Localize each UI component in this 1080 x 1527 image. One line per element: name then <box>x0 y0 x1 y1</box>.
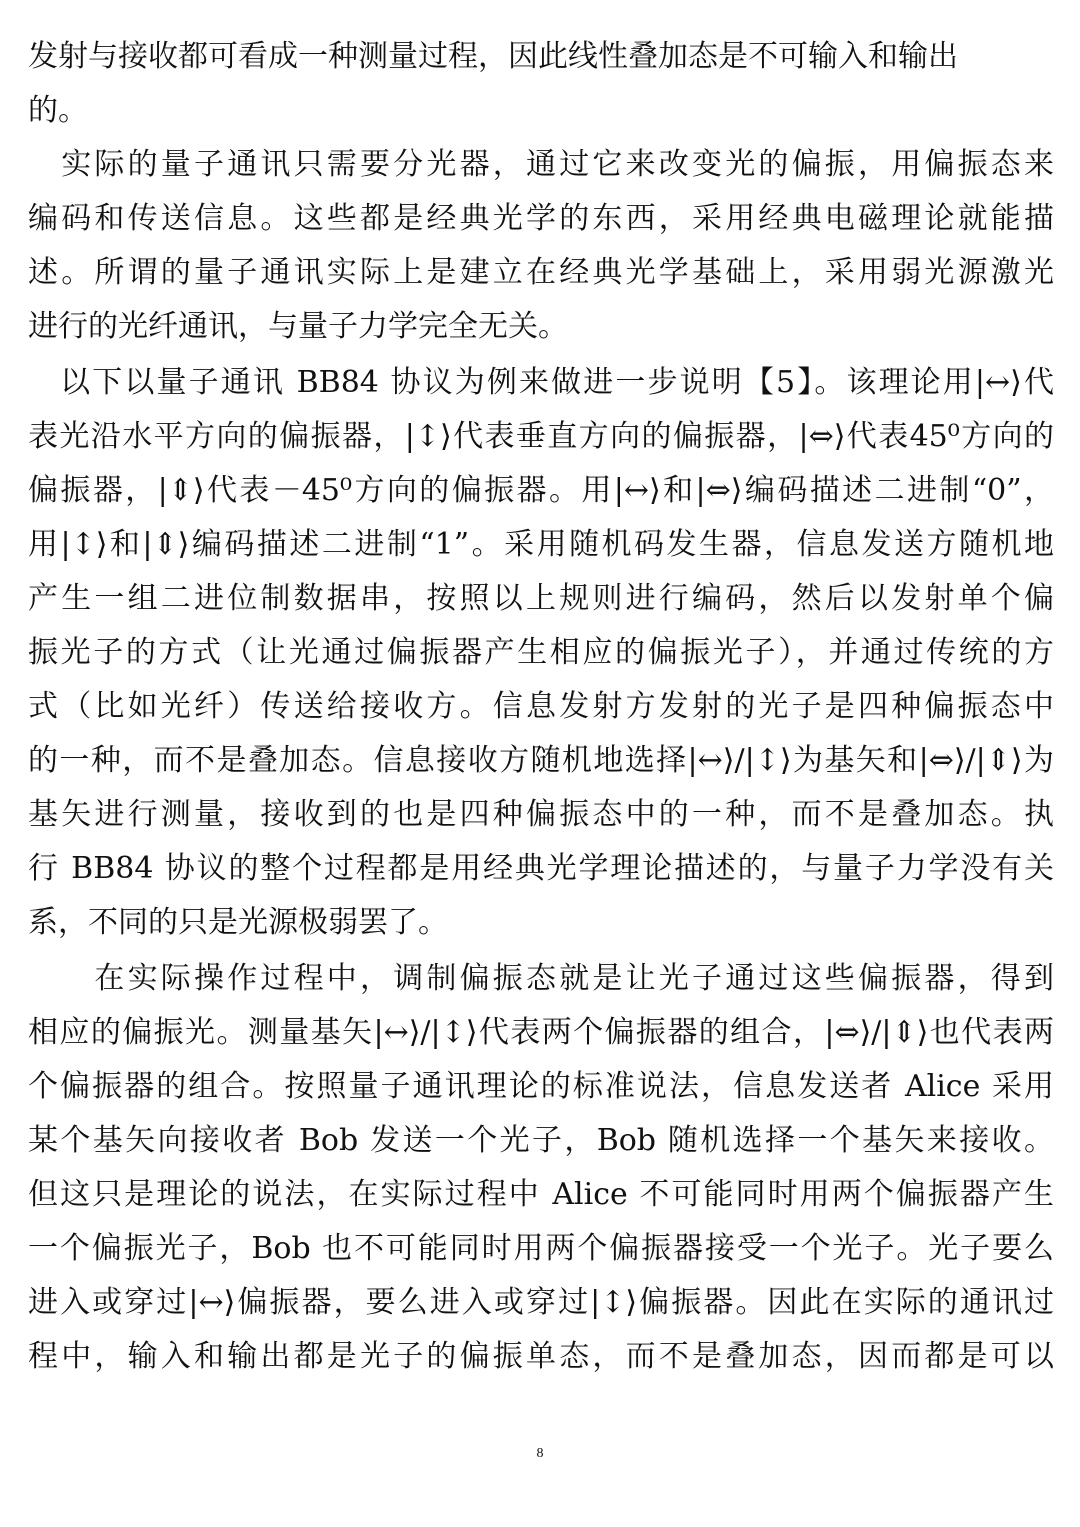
text-line: 编码和传送信息。这些都是经典光学的东西，采用经典电磁理论就能描 <box>28 201 1054 236</box>
text-line: 实际的量子通讯只需要分光器，通过它来改变光的偏振，用偏振态来 <box>28 147 1054 182</box>
text-line: 进入或穿过|↔⟩偏振器，要么进入或穿过|↕⟩偏振器。因此在实际的通讯过 <box>28 1285 1054 1320</box>
text-line: 振光子的方式（让光通过偏振器产生相应的偏振光子），并通过传统的方 <box>28 635 1054 670</box>
text-line: 述。所谓的量子通讯实际上是建立在经典光学基础上，采用弱光源激光 <box>28 255 1054 290</box>
text-line: 产生一组二进位制数据串，按照以上规则进行编码，然后以发射单个偏 <box>28 581 1054 616</box>
text-line: 系，不同的只是光源极弱罢了。 <box>28 905 448 940</box>
text-line: 式（比如光纤）传送给接收方。信息发射方发射的光子是四种偏振态中 <box>28 689 1054 724</box>
text-line: 发射与接收都可看成一种测量过程，因此线性叠加态是不可输入和输出 <box>28 39 958 74</box>
text-line: 的一种，而不是叠加态。信息接收方随机地选择|↔⟩/|↕⟩为基矢和|⇔⟩/|⇕⟩为 <box>28 743 1054 778</box>
text-line: 以下以量子通讯 BB84 协议为例来做进一步说明【5】。该理论用|↔⟩代 <box>28 365 1054 400</box>
text-line: 表光沿水平方向的偏振器，|↕⟩代表垂直方向的偏振器，|⇔⟩代表45⁰方向的 <box>28 419 1054 454</box>
text-line: 进行的光纤通讯，与量子力学完全无关。 <box>28 309 568 344</box>
text-line: 一个偏振光子，Bob 也不可能同时用两个偏振器接受一个光子。光子要么 <box>28 1231 1054 1266</box>
text-line: 偏振器，|⇕⟩代表－45⁰方向的偏振器。用|↔⟩和|⇔⟩编码描述二进制“0”， <box>28 473 1054 508</box>
text-line: 在实际操作过程中，调制偏振态就是让光子通过这些偏振器，得到 <box>28 961 1054 996</box>
page-number: 8 <box>536 1446 544 1461</box>
text-line: 某个基矢向接收者 Bob 发送一个光子，Bob 随机选择一个基矢来接收。 <box>28 1123 1054 1158</box>
text-line: 的。 <box>28 93 88 128</box>
text-line: 程中，输入和输出都是光子的偏振单态，而不是叠加态，因而都是可以 <box>28 1339 1054 1374</box>
text-line: 但这只是理论的说法，在实际过程中 Alice 不可能同时用两个偏振器产生 <box>28 1177 1054 1212</box>
text-line: 用|↕⟩和|⇕⟩编码描述二进制“1”。采用随机码发生器，信息发送方随机地 <box>28 527 1054 562</box>
text-line: 相应的偏振光。测量基矢|↔⟩/|↕⟩代表两个偏振器的组合，|⇔⟩/|⇕⟩也代表两 <box>28 1015 1054 1050</box>
text-line: 基矢进行测量，接收到的也是四种偏振态中的一种，而不是叠加态。执 <box>28 797 1054 832</box>
text-line: 个偏振器的组合。按照量子通讯理论的标准说法，信息发送者 Alice 采用 <box>28 1069 1054 1104</box>
text-line: 行 BB84 协议的整个过程都是用经典光学理论描述的，与量子力学没有关 <box>28 851 1054 886</box>
